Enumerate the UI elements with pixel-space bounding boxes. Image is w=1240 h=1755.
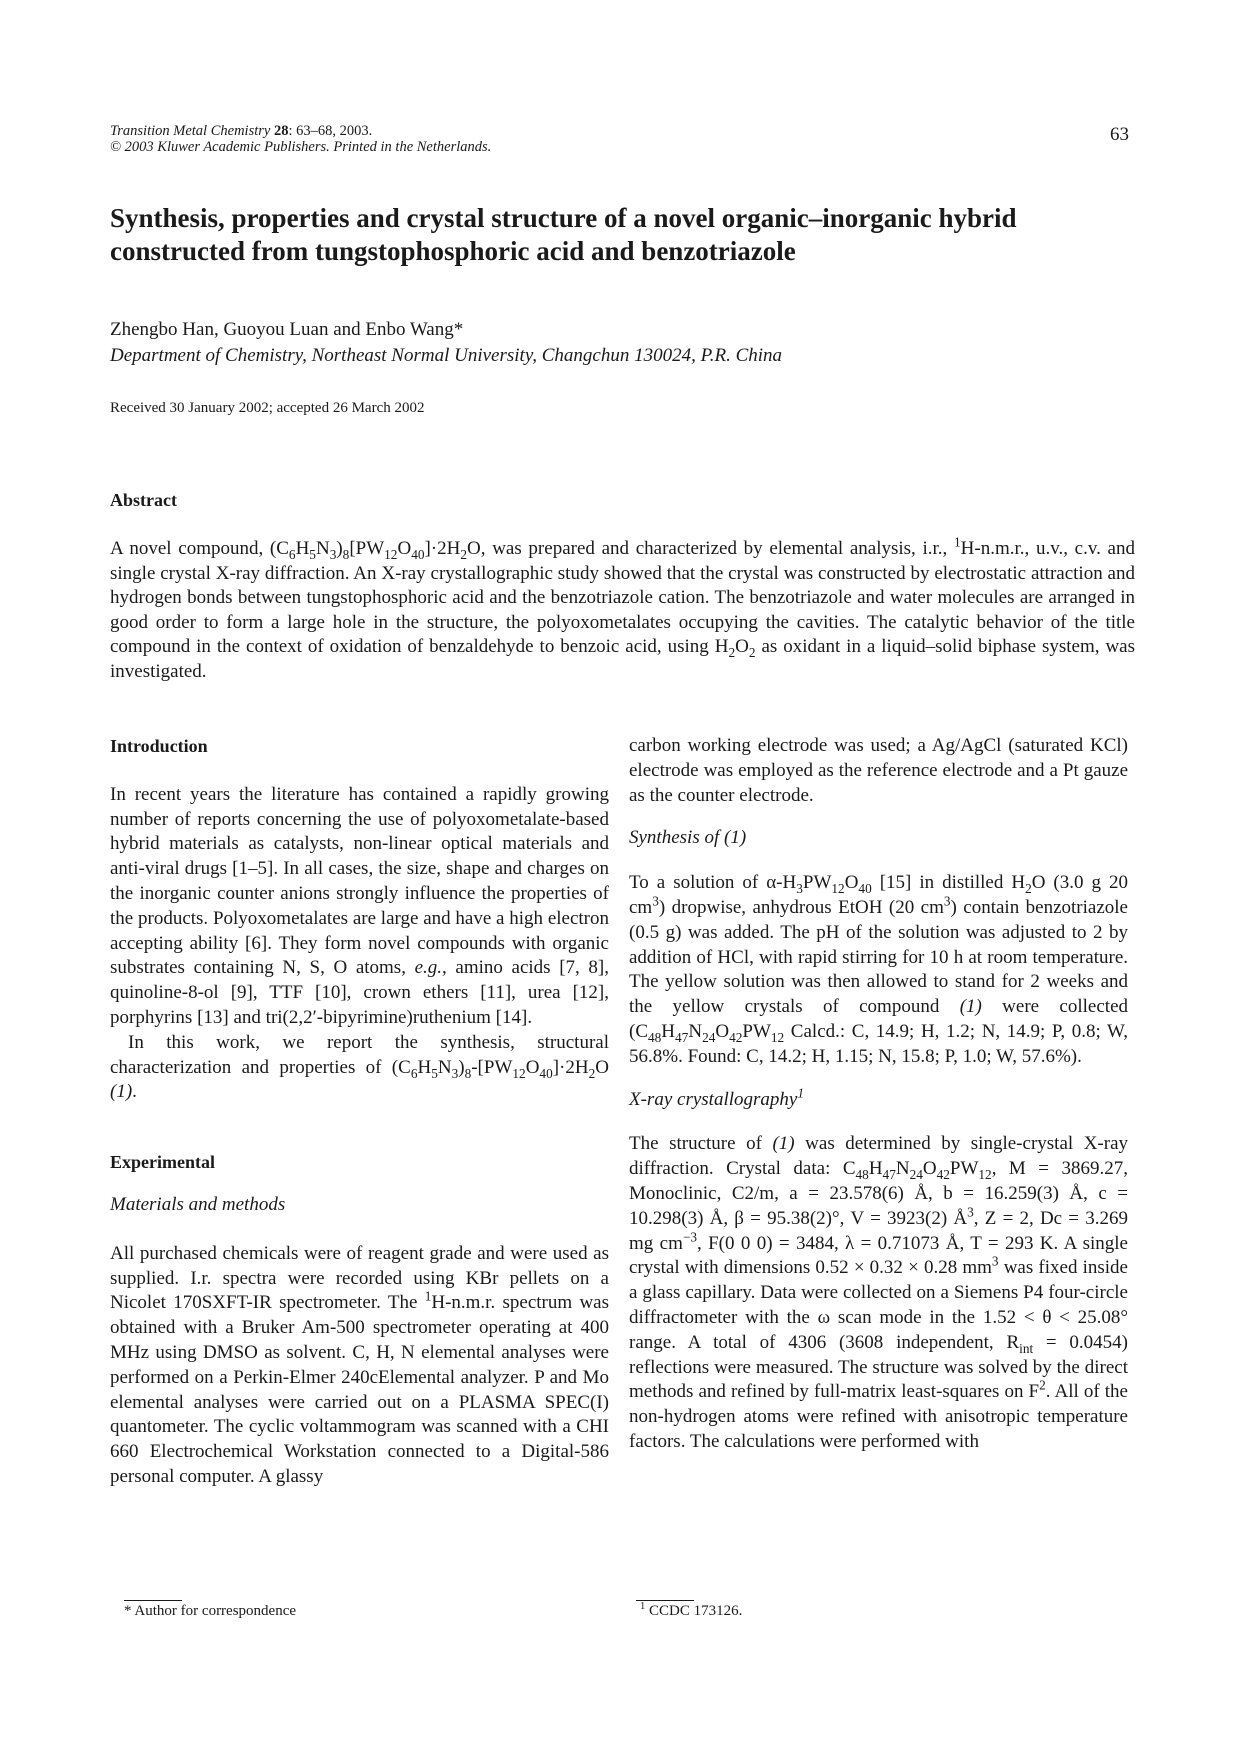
materials-subheading: Materials and methods [110,1193,286,1215]
page-number: 63 [1110,124,1129,145]
left-column [110,734,609,1490]
authors: Zhengbo Han, Guoyou Luan and Enbo Wang* [110,319,464,340]
footnote-rule-left [124,1600,182,1601]
materials-paragraph: All purchased chemicals were of reagent grade and were used as supplied. I.r. spectra were recorded using KBr pellets on a Nicolet 170SXFT-IR spectrometer. The $^1$H-n.m.r. spectrum was obtained with a Bruker Am-500 spectrometer operating at 400 MHz using DMSO as solvent. C, H, N elemental analyses were performed on a Perkin-Elmer 240cElemental analyzer. P and Mo elemental analyses were carried out on a PLASMA SPEC(I) quantometer. The cyclic voltammogram was scanned with a CHI 660 Electrochemical Workstation connected to a Digital-586 personal computer. A glassy [110,1242,609,1487]
xray-paragraph: The structure of (1) was determined by single-crystal X-ray diffraction. Crystal data: $C_{48}H_{47}N_{24}O_{42}PW_{12}$, M = 3869.27, Monoclinic, C2/m, a = 23.578(6) Å, b = 16.259(3) Å, c = 10.298(3) Å, β = 95.38(2)°, V = 3923(2) $Å^3$, Z = 2, Dc = 3.269 mg $cm^{-3}$, F(0 0 0) = 3484, λ = 0.71073 Å, T = 293 K. A single crystal with dimensions 0.52 × 0.32 × 0.28 $mm^3$ was fixed inside a glass capillary. Data were collected on a Siemens P4 four-circle diffractometer with the ω scan mode in the 1.52 < θ < 25.08° range. A total of 4306 (3608 independent, $R_{int} = 0.0454$) reflections were measured. The structure was solved by the direct methods and refined by full-matrix least-squares on $F^2$. All of the non-hydrogen atoms were refined with anisotropic temperature factors. The calculations were performed with [629,1133,1129,1452]
introduction-paragraph-1: In recent years the literature has contained a rapidly growing number of reports concerning the use of polyoxometalate-based hybrid materials as catalysts, non-linear optical materials and anti-viral drugs [1–5]. In all cases, the size, shape and charges on the inorganic counter anions strongly influence the properties of the products. Polyoxometalates are large and have a high electron accepting ability [6]. They form novel compounds with organic substrates containing N, S, O atoms, e.g., amino acids [7, 8], quinoline-8-ol [9], TTF [10], crown ethers [11], urea [12], porphyrins [13] and tri(2,2′-bipyrimine)ruthenium [14]. [110,783,610,1028]
right-column [629,734,1128,1455]
abstract-heading: Abstract [110,490,177,510]
journal-name: Transition Metal Chemistry [110,123,271,139]
footnote-left: * Author for correspondence [124,1603,297,1619]
electrode-paragraph: carbon working electrode was used; a Ag/AgCl (saturated KCl) electrode was employed as the reference electrode and a Pt gauze as the counter electrode. [629,735,1128,806]
journal-volume: 28 [273,123,289,139]
synthesis-subheading: Synthesis of (1) [629,827,747,849]
synthesis-paragraph: To a solution of $\alpha-H_3PW_{12}O_{40}$ [15] in distilled $H_2O$ (3.0 g 20 $cm^3$) dropwise, anhydrous EtOH (20 $cm^3$) contain benzotriazole (0.5 g) was added. The pH of the solution was adjusted to 2 by addition of HCl, with rapid stirring for 10 h at room temperature. The yellow solution was then allowed to stand for 2 weeks and the yellow crystals of compound (1) were collected ($C_{48}H_{47}N_{24}O_{42}PW_{12}$ Calcd.: C, 14.9; H, 1.2; N, 14.9; P, 0.8; W, 56.8%. Found: C, 14.2; H, 1.15; N, 15.8; P, 1.0; W, 57.6%). [629,872,1128,1067]
experimental-heading: Experimental [110,1152,215,1173]
footnote-right: $^1$ CCDC 173126. [640,1601,743,1619]
paper-title: Synthesis, properties and crystal structure of a novel organic–inorganic hybrid constructed from tungstophosphoric acid and benzotriazole [110,203,1017,266]
introduction-heading: Introduction [110,736,208,756]
journal-pages: : 63–68, 2003. [288,123,373,139]
introduction-paragraph-2: In this work, we report the synthesis, structural characterization and properties of $(C_6H_5N_3)_8-[PW_{12}O_{40}]\cdot 2H_2O$ (1). [110,1031,609,1103]
received-date: Received 30 January 2002; accepted 26 March 2002 [110,400,425,416]
affiliation: Department of Chemistry, Northeast Normal University, Changchun 130024, P.R. China [110,345,783,366]
journal-header [110,123,491,155]
abstract-body: A novel compound, $(C_6H_5N_3)_8[PW_{12}O_{40}]\cdot 2H_2O$, was prepared and characterized by elemental analysis, i.r., $^1$H-n.m.r., u.v., c.v. and single crystal X-ray diffraction. An X-ray crystallographic study showed that the crystal was constructed by electrostatic attraction and hydrogen bonds between tungstophosphoric acid and the benzotriazole cation. The benzotriazole and water molecules are arranged in good order to form a large hole in the structure, the polyoxometalates occupying the cavities. The catalytic behavior of the title compound in the context of oxidation of benzaldehyde to benzoic acid, using $H_2O_2$ as oxidant in a liquid–solid biphase system, was investigated. [110,534,1136,682]
copyright-line: © 2003 Kluwer Academic Publishers. Printed in the Netherlands. [110,139,492,155]
xray-subheading: X-ray crystallography$^1$ [629,1085,804,1110]
